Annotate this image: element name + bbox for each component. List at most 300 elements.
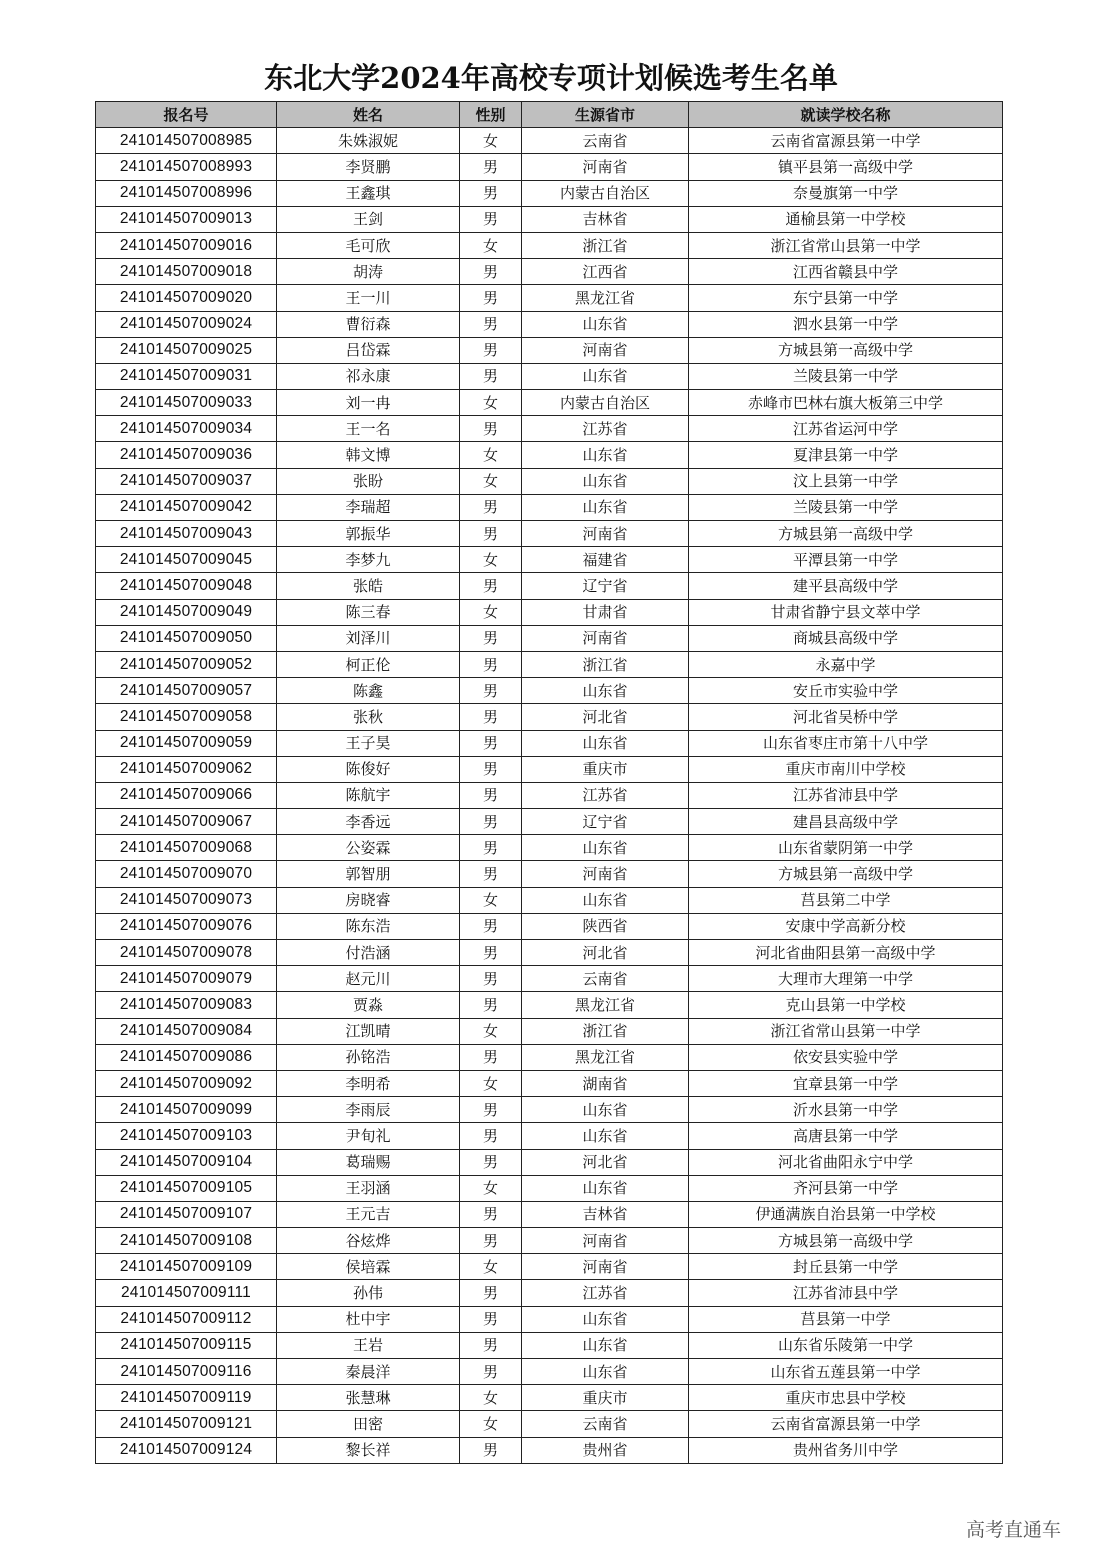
cell-school: 大理市大理第一中学: [689, 966, 1003, 992]
cell-registration-number: 241014507009116: [96, 1359, 277, 1385]
cell-gender: 男: [460, 809, 522, 835]
cell-school: 河北省曲阳永宁中学: [689, 1149, 1003, 1175]
cell-registration-number: 241014507009045: [96, 547, 277, 573]
cell-province: 河南省: [522, 521, 689, 547]
table-row: [96, 468, 1003, 494]
cell-registration-number: 241014507009025: [96, 337, 277, 363]
cell-registration-number: 241014507009013: [96, 206, 277, 232]
header-gender: 性别: [460, 102, 522, 128]
cell-registration-number: 241014507009066: [96, 782, 277, 808]
cell-province: 湖南省: [522, 1070, 689, 1096]
cell-gender: 男: [460, 782, 522, 808]
cell-name: 杜中宇: [277, 1306, 460, 1332]
table-row: [96, 1018, 1003, 1044]
cell-registration-number: 241014507009057: [96, 678, 277, 704]
cell-school: 商城县高级中学: [689, 625, 1003, 651]
cell-gender: 女: [460, 468, 522, 494]
cell-registration-number: 241014507009107: [96, 1201, 277, 1227]
cell-name: 赵元川: [277, 966, 460, 992]
cell-province: 贵州省: [522, 1437, 689, 1463]
cell-registration-number: 241014507009078: [96, 940, 277, 966]
cell-gender: 男: [460, 835, 522, 861]
watermark: 高考直通车: [966, 1519, 1062, 1541]
cell-gender: 男: [460, 1306, 522, 1332]
cell-name: 祁永康: [277, 363, 460, 389]
cell-registration-number: 241014507009036: [96, 442, 277, 468]
cell-gender: 男: [460, 494, 522, 520]
cell-registration-number: 241014507009068: [96, 835, 277, 861]
cell-gender: 男: [460, 1097, 522, 1123]
cell-gender: 女: [460, 1411, 522, 1437]
cell-province: 山东省: [522, 1175, 689, 1201]
table-body: [96, 128, 1003, 1464]
cell-school: 兰陵县第一中学: [689, 494, 1003, 520]
cell-school: 永嘉中学: [689, 651, 1003, 677]
table-row: [96, 547, 1003, 573]
cell-name: 孙伟: [277, 1280, 460, 1306]
table-row: [96, 1044, 1003, 1070]
cell-name: 李梦九: [277, 547, 460, 573]
cell-school: 高唐县第一中学: [689, 1123, 1003, 1149]
cell-registration-number: 241014507009049: [96, 599, 277, 625]
cell-registration-number: 241014507009042: [96, 494, 277, 520]
cell-school: 兰陵县第一中学: [689, 363, 1003, 389]
cell-province: 河北省: [522, 704, 689, 730]
cell-province: 江苏省: [522, 1280, 689, 1306]
cell-school: 夏津县第一中学: [689, 442, 1003, 468]
cell-province: 山东省: [522, 678, 689, 704]
cell-name: 秦晨洋: [277, 1359, 460, 1385]
cell-name: 郭智朋: [277, 861, 460, 887]
cell-name: 吕岱霖: [277, 337, 460, 363]
cell-name: 贾淼: [277, 992, 460, 1018]
document-title: 东北大学2024年高校专项计划候选考生名单: [264, 61, 838, 95]
table-row: [96, 1280, 1003, 1306]
cell-province: 江苏省: [522, 782, 689, 808]
table-row: [96, 1149, 1003, 1175]
cell-gender: 男: [460, 1044, 522, 1070]
cell-gender: 男: [460, 206, 522, 232]
cell-province: 浙江省: [522, 651, 689, 677]
cell-school: 山东省蒙阴第一中学: [689, 835, 1003, 861]
table-row: [96, 809, 1003, 835]
cell-name: 葛瑞赐: [277, 1149, 460, 1175]
cell-school: 山东省枣庄市第十八中学: [689, 730, 1003, 756]
cell-school: 山东省乐陵第一中学: [689, 1332, 1003, 1358]
cell-province: 山东省: [522, 887, 689, 913]
cell-province: 山东省: [522, 1123, 689, 1149]
cell-name: 李雨辰: [277, 1097, 460, 1123]
cell-name: 刘一冉: [277, 390, 460, 416]
cell-name: 王一名: [277, 416, 460, 442]
cell-registration-number: 241014507009083: [96, 992, 277, 1018]
cell-gender: 男: [460, 416, 522, 442]
table-row: [96, 1175, 1003, 1201]
cell-name: 陈航宇: [277, 782, 460, 808]
table-row: [96, 1070, 1003, 1096]
cell-province: 云南省: [522, 128, 689, 154]
cell-school: 江西省赣县中学: [689, 259, 1003, 285]
cell-gender: 男: [460, 625, 522, 651]
cell-province: 河北省: [522, 1149, 689, 1175]
cell-name: 李瑞超: [277, 494, 460, 520]
cell-province: 陕西省: [522, 913, 689, 939]
table-row: [96, 992, 1003, 1018]
cell-province: 黑龙江省: [522, 992, 689, 1018]
table-row: [96, 390, 1003, 416]
cell-gender: 女: [460, 442, 522, 468]
cell-name: 李明希: [277, 1070, 460, 1096]
cell-registration-number: 241014507009050: [96, 625, 277, 651]
table-row: [96, 625, 1003, 651]
cell-name: 江凯晴: [277, 1018, 460, 1044]
cell-school: 方城县第一高级中学: [689, 1228, 1003, 1254]
table-row: [96, 206, 1003, 232]
cell-school: 河北省曲阳县第一高级中学: [689, 940, 1003, 966]
candidate-table: [95, 101, 1003, 1464]
cell-province: 山东省: [522, 468, 689, 494]
cell-gender: 女: [460, 887, 522, 913]
table-row: [96, 966, 1003, 992]
cell-school: 安康中学高新分校: [689, 913, 1003, 939]
table-row: [96, 1437, 1003, 1463]
cell-gender: 男: [460, 730, 522, 756]
cell-school: 建昌县高级中学: [689, 809, 1003, 835]
cell-registration-number: 241014507009059: [96, 730, 277, 756]
cell-name: 谷炫烨: [277, 1228, 460, 1254]
cell-name: 张慧琳: [277, 1385, 460, 1411]
cell-school: 安丘市实验中学: [689, 678, 1003, 704]
header-name: 姓名: [277, 102, 460, 128]
table-row: [96, 861, 1003, 887]
cell-school: 建平县高级中学: [689, 573, 1003, 599]
table-row: [96, 1385, 1003, 1411]
table-row: [96, 416, 1003, 442]
cell-school: 东宁县第一中学: [689, 285, 1003, 311]
table-row: [96, 232, 1003, 258]
cell-registration-number: 241014507009086: [96, 1044, 277, 1070]
cell-province: 黑龙江省: [522, 285, 689, 311]
cell-name: 李贤鹏: [277, 154, 460, 180]
table-row: [96, 1123, 1003, 1149]
cell-registration-number: 241014507009073: [96, 887, 277, 913]
cell-gender: 男: [460, 940, 522, 966]
cell-province: 河南省: [522, 337, 689, 363]
cell-registration-number: 241014507009124: [96, 1437, 277, 1463]
cell-province: 江西省: [522, 259, 689, 285]
cell-school: 方城县第一高级中学: [689, 861, 1003, 887]
cell-province: 辽宁省: [522, 573, 689, 599]
cell-name: 王岩: [277, 1332, 460, 1358]
cell-school: 山东省五莲县第一中学: [689, 1359, 1003, 1385]
cell-registration-number: 241014507009034: [96, 416, 277, 442]
cell-school: 莒县第一中学: [689, 1306, 1003, 1332]
cell-registration-number: 241014507009108: [96, 1228, 277, 1254]
cell-registration-number: 241014507009024: [96, 311, 277, 337]
cell-gender: 男: [460, 966, 522, 992]
header-school: 就读学校名称: [689, 102, 1003, 128]
cell-registration-number: 241014507009092: [96, 1070, 277, 1096]
table-row: [96, 651, 1003, 677]
cell-gender: 女: [460, 232, 522, 258]
cell-registration-number: 241014507009109: [96, 1254, 277, 1280]
cell-gender: 男: [460, 311, 522, 337]
cell-school: 伊通满族自治县第一中学校: [689, 1201, 1003, 1227]
cell-gender: 男: [460, 180, 522, 206]
cell-gender: 男: [460, 1332, 522, 1358]
table-row: [96, 1254, 1003, 1280]
table-row: [96, 913, 1003, 939]
table-row: [96, 1411, 1003, 1437]
cell-school: 镇平县第一高级中学: [689, 154, 1003, 180]
table-row: [96, 940, 1003, 966]
cell-school: 甘肃省静宁县文萃中学: [689, 599, 1003, 625]
cell-school: 沂水县第一中学: [689, 1097, 1003, 1123]
table-row: [96, 259, 1003, 285]
table-row: [96, 494, 1003, 520]
cell-registration-number: 241014507009079: [96, 966, 277, 992]
cell-gender: 男: [460, 678, 522, 704]
cell-province: 云南省: [522, 966, 689, 992]
cell-gender: 男: [460, 1201, 522, 1227]
cell-registration-number: 241014507009062: [96, 756, 277, 782]
table-row: [96, 311, 1003, 337]
cell-registration-number: 241014507008996: [96, 180, 277, 206]
cell-school: 重庆市忠县中学校: [689, 1385, 1003, 1411]
cell-province: 山东省: [522, 311, 689, 337]
table-row: [96, 573, 1003, 599]
cell-registration-number: 241014507009112: [96, 1306, 277, 1332]
cell-registration-number: 241014507009058: [96, 704, 277, 730]
cell-school: 江苏省运河中学: [689, 416, 1003, 442]
cell-province: 山东省: [522, 1332, 689, 1358]
cell-school: 浙江省常山县第一中学: [689, 1018, 1003, 1044]
cell-gender: 男: [460, 1123, 522, 1149]
cell-registration-number: 241014507009111: [96, 1280, 277, 1306]
cell-registration-number: 241014507009104: [96, 1149, 277, 1175]
cell-province: 吉林省: [522, 206, 689, 232]
header-province: 生源省市: [522, 102, 689, 128]
cell-gender: 男: [460, 992, 522, 1018]
table-row: [96, 285, 1003, 311]
cell-name: 张盼: [277, 468, 460, 494]
cell-gender: 女: [460, 1254, 522, 1280]
cell-province: 内蒙古自治区: [522, 390, 689, 416]
table-row: [96, 835, 1003, 861]
cell-name: 尹旬礼: [277, 1123, 460, 1149]
cell-province: 辽宁省: [522, 809, 689, 835]
table-row: [96, 1201, 1003, 1227]
cell-gender: 女: [460, 1018, 522, 1044]
cell-province: 山东省: [522, 835, 689, 861]
cell-school: 通榆县第一中学校: [689, 206, 1003, 232]
table-row: [96, 1097, 1003, 1123]
cell-gender: 男: [460, 337, 522, 363]
cell-gender: 男: [460, 1359, 522, 1385]
table-row: [96, 337, 1003, 363]
cell-school: 云南省富源县第一中学: [689, 128, 1003, 154]
table-row: [96, 128, 1003, 154]
cell-gender: 男: [460, 913, 522, 939]
cell-school: 宜章县第一中学: [689, 1070, 1003, 1096]
cell-gender: 女: [460, 599, 522, 625]
cell-province: 河南省: [522, 625, 689, 651]
cell-gender: 男: [460, 259, 522, 285]
cell-province: 河南省: [522, 154, 689, 180]
cell-school: 奈曼旗第一中学: [689, 180, 1003, 206]
cell-gender: 男: [460, 1280, 522, 1306]
cell-province: 河南省: [522, 861, 689, 887]
cell-gender: 男: [460, 1437, 522, 1463]
cell-registration-number: 241014507009084: [96, 1018, 277, 1044]
table-row: [96, 1332, 1003, 1358]
cell-gender: 女: [460, 547, 522, 573]
cell-name: 朱姝淑妮: [277, 128, 460, 154]
cell-name: 陈俊好: [277, 756, 460, 782]
cell-registration-number: 241014507009052: [96, 651, 277, 677]
table-header-row: [96, 102, 1003, 128]
table-row: [96, 363, 1003, 389]
cell-province: 河南省: [522, 1254, 689, 1280]
cell-school: 重庆市南川中学校: [689, 756, 1003, 782]
cell-province: 浙江省: [522, 232, 689, 258]
cell-name: 陈三春: [277, 599, 460, 625]
cell-school: 泗水县第一中学: [689, 311, 1003, 337]
cell-province: 吉林省: [522, 1201, 689, 1227]
cell-province: 河南省: [522, 1228, 689, 1254]
table-row: [96, 180, 1003, 206]
header-registration-number: 报名号: [96, 102, 277, 128]
cell-name: 陈东浩: [277, 913, 460, 939]
cell-province: 甘肃省: [522, 599, 689, 625]
cell-province: 重庆市: [522, 756, 689, 782]
cell-registration-number: 241014507009119: [96, 1385, 277, 1411]
cell-registration-number: 241014507008993: [96, 154, 277, 180]
cell-school: 莒县第二中学: [689, 887, 1003, 913]
cell-name: 侯培霖: [277, 1254, 460, 1280]
cell-province: 黑龙江省: [522, 1044, 689, 1070]
cell-school: 江苏省沛县中学: [689, 782, 1003, 808]
table-row: [96, 521, 1003, 547]
cell-name: 李香远: [277, 809, 460, 835]
cell-name: 刘泽川: [277, 625, 460, 651]
cell-gender: 男: [460, 704, 522, 730]
cell-school: 汶上县第一中学: [689, 468, 1003, 494]
cell-gender: 女: [460, 1385, 522, 1411]
cell-name: 付浩涵: [277, 940, 460, 966]
cell-name: 郭振华: [277, 521, 460, 547]
cell-gender: 男: [460, 756, 522, 782]
table-row: [96, 730, 1003, 756]
cell-gender: 女: [460, 1070, 522, 1096]
table-row: [96, 678, 1003, 704]
cell-name: 张秋: [277, 704, 460, 730]
cell-gender: 女: [460, 1175, 522, 1201]
table-row: [96, 887, 1003, 913]
cell-name: 王剑: [277, 206, 460, 232]
cell-name: 张皓: [277, 573, 460, 599]
cell-registration-number: 241014507009103: [96, 1123, 277, 1149]
cell-province: 山东省: [522, 1097, 689, 1123]
cell-name: 王一川: [277, 285, 460, 311]
cell-name: 房晓睿: [277, 887, 460, 913]
cell-registration-number: 241014507008985: [96, 128, 277, 154]
cell-registration-number: 241014507009105: [96, 1175, 277, 1201]
table-row: [96, 756, 1003, 782]
cell-registration-number: 241014507009115: [96, 1332, 277, 1358]
cell-school: 浙江省常山县第一中学: [689, 232, 1003, 258]
cell-school: 克山县第一中学校: [689, 992, 1003, 1018]
cell-gender: 男: [460, 1149, 522, 1175]
cell-gender: 男: [460, 573, 522, 599]
cell-province: 山东省: [522, 442, 689, 468]
table-row: [96, 442, 1003, 468]
cell-province: 山东省: [522, 1306, 689, 1332]
cell-registration-number: 241014507009037: [96, 468, 277, 494]
cell-school: 云南省富源县第一中学: [689, 1411, 1003, 1437]
cell-name: 王鑫琪: [277, 180, 460, 206]
table-row: [96, 1359, 1003, 1385]
table-row: [96, 154, 1003, 180]
cell-school: 方城县第一高级中学: [689, 337, 1003, 363]
cell-province: 云南省: [522, 1411, 689, 1437]
cell-name: 黎长祥: [277, 1437, 460, 1463]
table-row: [96, 704, 1003, 730]
cell-registration-number: 241014507009033: [96, 390, 277, 416]
table-row: [96, 782, 1003, 808]
cell-name: 孙铭浩: [277, 1044, 460, 1070]
cell-registration-number: 241014507009020: [96, 285, 277, 311]
cell-registration-number: 241014507009067: [96, 809, 277, 835]
cell-name: 王元吉: [277, 1201, 460, 1227]
cell-name: 曹衍森: [277, 311, 460, 337]
cell-gender: 男: [460, 651, 522, 677]
cell-school: 方城县第一高级中学: [689, 521, 1003, 547]
cell-school: 河北省吴桥中学: [689, 704, 1003, 730]
table-row: [96, 1306, 1003, 1332]
cell-school: 平潭县第一中学: [689, 547, 1003, 573]
cell-school: 封丘县第一中学: [689, 1254, 1003, 1280]
cell-province: 内蒙古自治区: [522, 180, 689, 206]
cell-gender: 女: [460, 128, 522, 154]
table-row: [96, 599, 1003, 625]
cell-province: 重庆市: [522, 1385, 689, 1411]
cell-name: 胡涛: [277, 259, 460, 285]
cell-registration-number: 241014507009048: [96, 573, 277, 599]
cell-registration-number: 241014507009070: [96, 861, 277, 887]
cell-province: 山东省: [522, 1359, 689, 1385]
cell-registration-number: 241014507009099: [96, 1097, 277, 1123]
cell-gender: 男: [460, 521, 522, 547]
cell-name: 柯正伦: [277, 651, 460, 677]
cell-school: 齐河县第一中学: [689, 1175, 1003, 1201]
cell-gender: 女: [460, 390, 522, 416]
cell-province: 河北省: [522, 940, 689, 966]
cell-gender: 男: [460, 154, 522, 180]
cell-registration-number: 241014507009076: [96, 913, 277, 939]
cell-registration-number: 241014507009018: [96, 259, 277, 285]
cell-gender: 男: [460, 363, 522, 389]
cell-registration-number: 241014507009031: [96, 363, 277, 389]
cell-province: 山东省: [522, 494, 689, 520]
cell-name: 王子昊: [277, 730, 460, 756]
cell-registration-number: 241014507009043: [96, 521, 277, 547]
cell-province: 福建省: [522, 547, 689, 573]
cell-school: 贵州省务川中学: [689, 1437, 1003, 1463]
cell-school: 江苏省沛县中学: [689, 1280, 1003, 1306]
cell-name: 田密: [277, 1411, 460, 1437]
cell-name: 陈鑫: [277, 678, 460, 704]
